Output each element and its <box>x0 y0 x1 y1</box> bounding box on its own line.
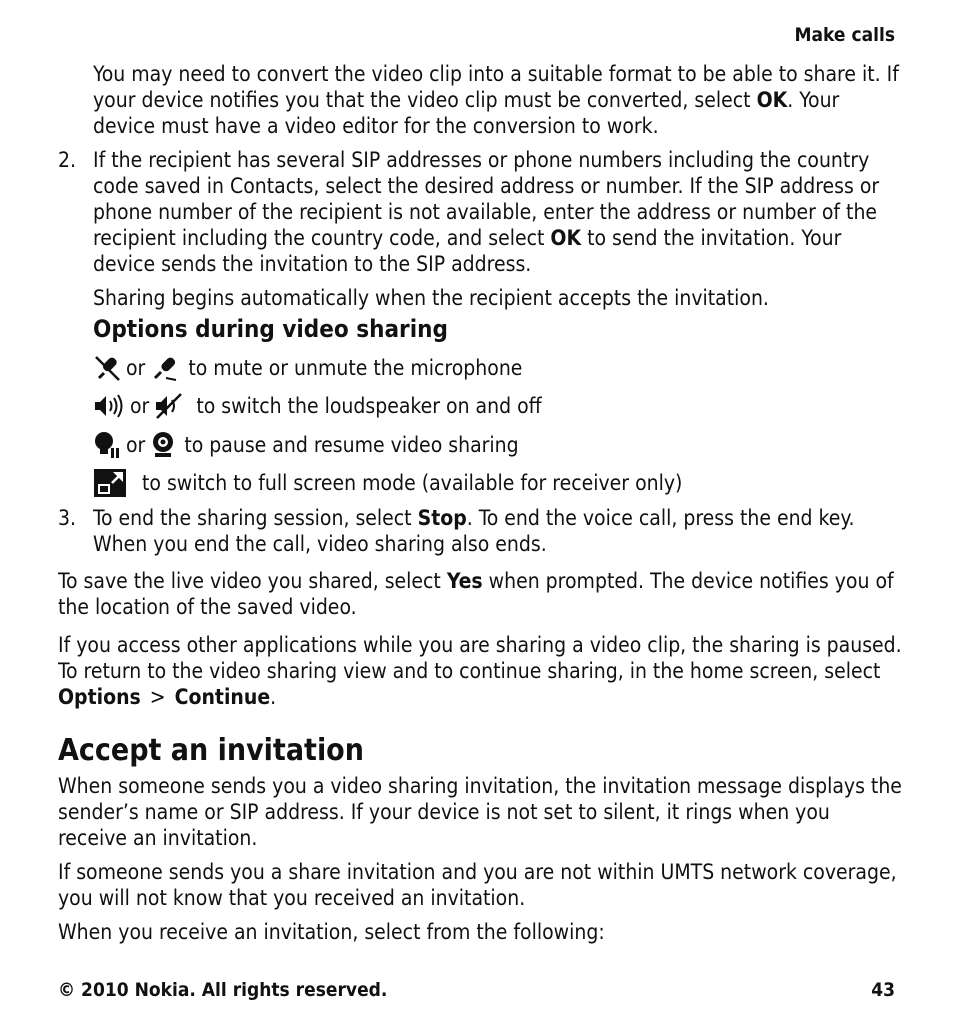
accept-paragraph-3: When you receive an invitation, select from the following: <box>58 920 605 944</box>
ok-command: OK <box>550 226 582 250</box>
convert-paragraph: You may need to convert the video clip into a suitable format to be able to share it. If your device notifies you that the video clip must be converted, select OK. Your device must have a video editor for the conversion to work. <box>93 62 899 138</box>
option-row-mic: or to mute or unmute the microphone <box>93 354 522 382</box>
yes-command: Yes <box>446 569 483 593</box>
video-resume-icon <box>150 431 176 459</box>
step-3-text: To end the sharing session, select Stop. To end the voice call, press the end key. When you end the call, video sharing also ends. <box>93 506 855 556</box>
option-row-speaker: or to switch the loudspeaker on and off <box>93 392 542 420</box>
speaker-on-icon <box>93 392 125 420</box>
accept-paragraph-1: When someone sends you a video sharing invitation, the invitation message displays the sender’s name or SIP address. If your device is not set to silent, it rings when you receive an invitation. <box>58 774 902 850</box>
step-number: 3. <box>58 506 77 530</box>
options-heading: Options during video sharing <box>93 315 448 343</box>
video-pause-icon <box>93 430 121 460</box>
continue-command: Continue <box>174 685 271 709</box>
speaker-off-icon <box>154 392 184 420</box>
options-command: Options <box>58 685 141 709</box>
save-paragraph: To save the live video you shared, select Yes when prompted. The device notifies you of the location of the saved video. <box>58 569 894 619</box>
option-row-fullscreen: to switch to full screen mode (available for receiver only) <box>93 468 682 498</box>
access-paragraph: If you access other applications while you are sharing a video clip, the sharing is paused. To return to the video sharing view and to continue sharing, in the home screen, select Options > Continue. <box>58 633 902 709</box>
step-number: 2. <box>58 148 77 172</box>
accept-paragraph-2: If someone sends you a share invitation and you are not within UMTS network coverage, you will not know that you received an invitation. <box>58 860 897 910</box>
step-2-text: If the recipient has several SIP addresses or phone numbers including the country code saved in Contacts, select the desired address or number. If the SIP address or phone number of the recipient is not available, enter the address or number of the recipient including the country code, and select OK to send the invitation. Your device sends the invitation to the SIP address. <box>93 148 880 276</box>
copyright-footer: © 2010 Nokia. All rights reserved. <box>58 979 388 1001</box>
fullscreen-icon <box>93 468 127 498</box>
option-row-video: or to pause and resume video sharing <box>93 430 519 460</box>
stop-command: Stop <box>417 506 467 530</box>
section-header: Make calls <box>794 24 895 46</box>
sharing-begins-text: Sharing begins automatically when the recipient accepts the invitation. <box>93 286 769 310</box>
mic-icon <box>150 354 178 382</box>
mic-mute-icon <box>93 354 121 382</box>
menu-separator: > <box>149 685 166 709</box>
ok-command: OK <box>756 88 788 112</box>
page-number: 43 <box>871 979 895 1001</box>
accept-invitation-heading: Accept an invitation <box>58 733 364 768</box>
